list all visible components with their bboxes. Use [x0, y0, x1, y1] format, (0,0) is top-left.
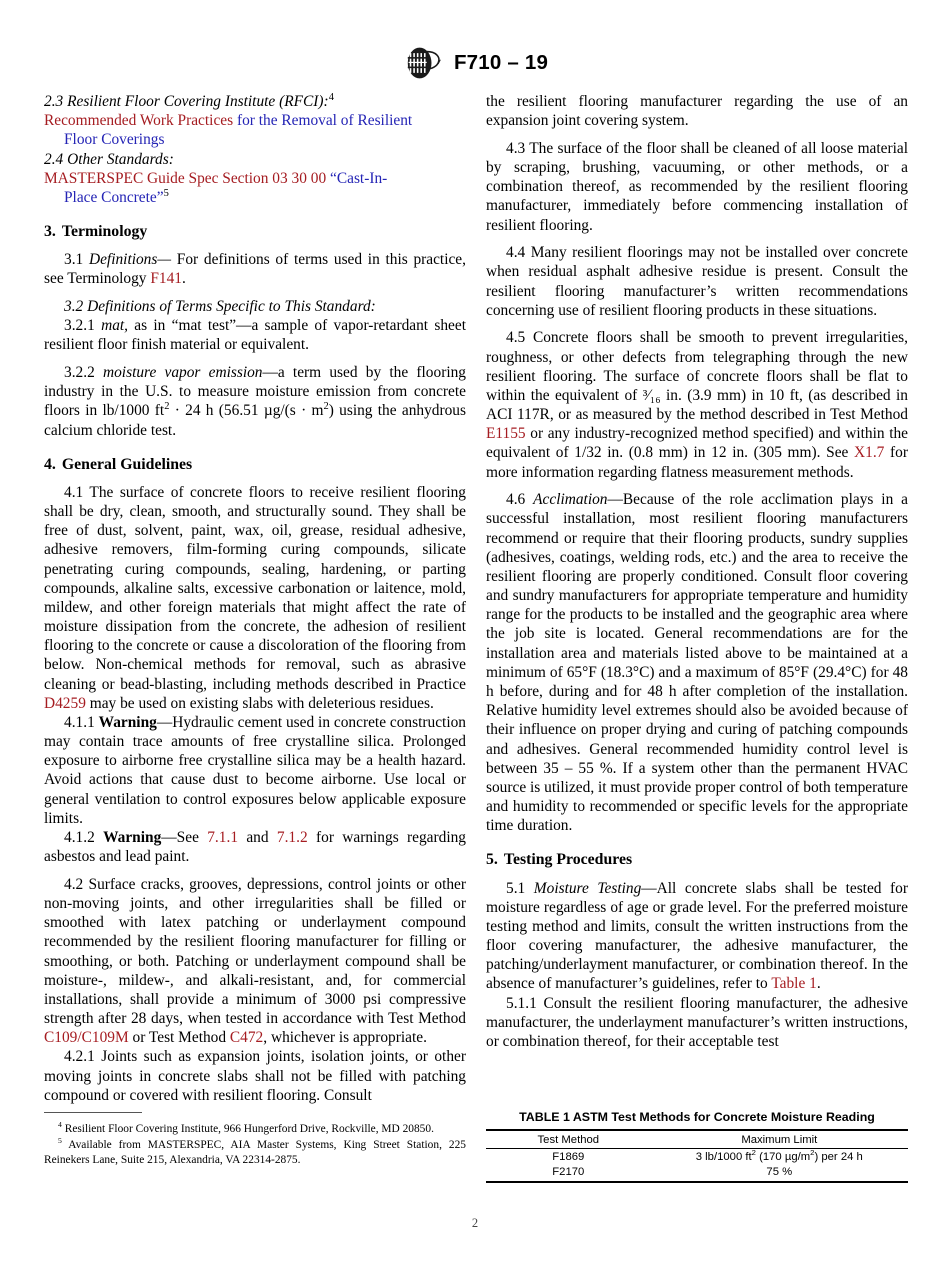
table-cell-method-f1869[interactable]: F1869: [552, 1150, 585, 1163]
section-3-title: Terminology: [61, 223, 148, 241]
link-e1155[interactable]: E1155: [486, 425, 526, 443]
table-row: [486, 1149, 908, 1165]
p-4-2-body-c: , whichever is appropriate.: [263, 1029, 427, 1047]
link-rfci-practices-cont2[interactable]: Floor Coverings: [64, 131, 165, 149]
page-header: [0, 46, 950, 80]
section-heading-5: [486, 850, 908, 870]
ref-2-3-title-line2: [44, 130, 466, 149]
p-3-2-2-body-a: —a term used by the flooring industry in the U.S. to measure moisture emission from concrete floors in lb/1000 ft: [44, 364, 466, 420]
page-title: F710 – 19: [453, 51, 549, 74]
limit-f1869-sup2: 2: [810, 1147, 815, 1157]
limit-f1869-sup1: 2: [751, 1147, 756, 1157]
link-f141[interactable]: F141: [150, 270, 183, 288]
ref-2-3-heading-text: 2.3 Resilient Floor Covering Institute (RFCI):: [44, 93, 329, 110]
limit-f1869-post: ) per 24 h: [814, 1150, 863, 1163]
p-4-1-1-number: 4.1.1: [64, 713, 99, 731]
footnote-4-marker: 4: [58, 1120, 62, 1130]
ref-2-3-title: [44, 111, 466, 130]
p-4-1-body-a: 4.1 The surface of concrete floors to receive resilient flooring shall be dry, clean, smooth, and structurally sound. They shall be free of dust, solvent, paint, wax, oil, grease, residual adhesive, adhesive removers, film-forming curing compounds, silicate penetrating curing compounds, sealing, hardening, or parting compounds, alkaline salts, excessive carbonation or laitence, mold, mildew, and other foreign materials that might affect the rate of moisture dissipation from the concrete, the adhesion of resilient flooring to the concrete or cause a discoloration of the flooring from below. Non-chemical methods for removal, such as abrasive cleaning or bead-blasting, including methods described in Practice: [44, 483, 466, 693]
p-4-1-body-b: may be used on existing slabs with deleterious residues.: [85, 694, 434, 712]
footnotes-block: [44, 1112, 466, 1169]
table-cell-method-f2170[interactable]: F2170: [486, 1164, 651, 1182]
p-4-6-number: 4.6: [506, 491, 534, 509]
left-column: [44, 92, 466, 1105]
paragraph-4-2-1: 4.2.1 Joints such as expansion joints, isolation joints, or other moving joints in concrete slabs shall not be filled with patching compound or covered with resilient flooring. Consult: [44, 1048, 466, 1104]
p-4-1-1-warning-label: Warning: [98, 713, 157, 731]
link-rfci-practices-cont[interactable]: for the Removal of Resilient: [233, 112, 413, 130]
p-5-1-number: 5.1: [506, 879, 534, 897]
link-7-1-1[interactable]: 7.1.1: [207, 828, 239, 846]
footnote-marker-5: 5: [163, 187, 169, 199]
paragraph-4-3: 4.3 The surface of the floor shall be cleaned of all loose material by scraping, brushing, vacuuming, or other methods, or a combination thereof, as recommended by the resilient flooring manufacturer, immediately before commencing installation of resilient flooring.: [486, 139, 908, 234]
p-4-5-body-b: in. (3.9 mm) in 10 ft, (as described in ACI 117R, or as measured by the method described in Test Method: [486, 386, 908, 424]
table-row: [486, 1164, 908, 1182]
p-3-1-body: For definitions of terms used in this practice, see Terminology: [44, 251, 466, 288]
p-4-1-2-warning-label: Warning: [103, 828, 162, 846]
table-cell-limit-f2170: 75 %: [651, 1164, 908, 1182]
section-heading-4: [44, 455, 466, 475]
paragraph-3-2-2: [44, 363, 466, 440]
paragraph-3-2: [44, 297, 466, 316]
p-3-2-1-term: mat,: [101, 317, 129, 335]
p-4-5-body-d: for more information regarding flatness measurement methods.: [486, 444, 908, 481]
link-table-1[interactable]: Table 1: [771, 975, 817, 993]
footnote-4: [44, 1122, 466, 1137]
table-header-maximum-limit: Maximum Limit: [651, 1130, 908, 1149]
table-cell-limit-f1869: [651, 1149, 908, 1165]
section-4-number: 4.: [44, 455, 56, 473]
footnote-4-text: Resilient Floor Covering Institute, 966 Hungerford Drive, Rockville, MD 20850.: [61, 1123, 434, 1135]
link-masterspec[interactable]: MASTERSPEC Guide Spec Section 03 30 00: [44, 169, 331, 187]
paragraph-4-4: 4.4 Many resilient floorings may not be installed over concrete when residual asphalt adhesive residue is present. Consult the resilient flooring manufacturer’s written recommendations concerning use of resilient flooring products in these situations.: [486, 244, 908, 319]
paragraph-5-1: [486, 879, 908, 994]
footnote-5: [44, 1138, 466, 1168]
link-masterspec-cast[interactable]: “Cast-In-: [330, 169, 388, 187]
p-5-1-term: Moisture Testing: [533, 879, 642, 897]
right-column: [486, 92, 908, 1051]
p-3-2-2-body-b: · 24 h (56.51 µg/(s · m: [169, 402, 324, 420]
ref-2-4-title-line2: [44, 188, 466, 207]
table-1-wrapper: [486, 1110, 908, 1183]
footnote-5-marker: 5: [58, 1136, 62, 1146]
paragraph-4-2: [44, 875, 466, 1048]
paragraph-4-1-1: [44, 713, 466, 828]
p-3-2-2-sup-1: 2: [164, 401, 170, 413]
section-3-number: 3.: [44, 223, 56, 241]
paragraph-3-2-1: [44, 316, 466, 354]
p-5-1-body-b: .: [816, 975, 821, 993]
p-3-2-2-term: moisture vapor emission: [103, 364, 263, 382]
paragraph-4-6: [486, 490, 908, 835]
table-1: [486, 1129, 908, 1183]
p-4-1-2-body-a: —See: [161, 828, 208, 846]
paragraph-4-1-2: [44, 828, 466, 866]
section-5-number: 5.: [486, 851, 498, 869]
p-3-2-text: 3.2 Definitions of Terms Specific to This Standard:: [64, 298, 376, 316]
footnote-5-text: Available from MASTERSPEC, AIA Master Systems, King Street Station, 225 Reinekers Lane, Suite 215, Alexandria, VA 22314-2875.: [44, 1139, 466, 1167]
link-masterspec-cast2[interactable]: Place Concrete”: [64, 188, 164, 206]
ref-2-4-heading-text: 2.4 Other Standards:: [44, 150, 174, 168]
p-4-2-body-b: or Test Method: [128, 1029, 230, 1047]
page-number: 2: [471, 1216, 479, 1230]
paragraph-4-1: [44, 483, 466, 713]
p-4-5-body-c: or any industry-recognized method specified) and within the equivalent of 1/32 in. (0.8 mm) in 12 in. (305 mm). See: [486, 425, 908, 462]
p-4-1-2-body-b: and: [238, 828, 277, 846]
ref-2-4-title: [44, 169, 466, 188]
paragraph-5-1-1: 5.1.1 Consult the resilient flooring manufacturer, the adhesive manufacturer, the underlayment manufacturer’s written instructions, or combination thereof, for their acceptable test: [486, 994, 908, 1050]
table-header-row: [486, 1130, 908, 1149]
section-heading-3: [44, 222, 466, 242]
section-5-title: Testing Procedures: [503, 851, 633, 869]
link-c472[interactable]: C472: [229, 1029, 264, 1047]
p-3-1-number: 3.1: [64, 251, 89, 269]
p-4-1-1-body: —Hydraulic cement used in concrete construction may contain trace amounts of free crystalline silica. Prolonged exposure to airborne free crystalline silica may be a health hazard. Avoid actions that cause dust to become airborne. Use local or general ventilation to control exposures below applicable exposure limits.: [44, 713, 466, 827]
ref-2-4-heading: [44, 150, 466, 169]
paragraph-4-5: [486, 328, 908, 481]
table-header-test-method: Test Method: [486, 1130, 651, 1149]
p-4-5-fraction: ³⁄₁₆: [642, 386, 661, 404]
paragraph-4-2-1-continued: the resilient flooring manufacturer regarding the use of an expansion joint covering system.: [486, 93, 908, 130]
p-3-2-2-body-c: ) using the anhydrous calcium chloride test.: [44, 402, 466, 439]
p-4-6-body: —Because of the role acclimation plays in a successful installation, most resilient flooring manufacturers recommend or require that their flooring products, sundry supplies (adhesives, coatings, welding rods, etc.) and the area to receive the resilient flooring are properly conditioned. Consult floor covering and sundry manufacturers for appropriate temperature and humidity range for the products to be installed and the geographic area where the job site is located. General recommendations are for the installation area and materials listed above to be maintained at a minimum of 65°F (18.3°C) and a maximum of 85°F (29.4°C) for 48 h before, during and for 48 h after completion of the installation. Relative humidity level extremes should also be avoided because of their influence on proper drying and curing of patching compounds and adhesives. General recommended humidity control level is between 35 – 55 %. If a system other than the permanent HVAC source is utilized, it must provide proper control of both temperature and humidity to recommended or specific levels for the appropriate time duration.: [486, 491, 908, 835]
limit-f1869-pre: 3 lb/1000 ft: [695, 1150, 752, 1163]
p-4-2-body-a: 4.2 Surface cracks, grooves, depressions, control joints or other non-moving joints, and other irregularities shall be filled or smoothed with latex patching or underlayment compound recommended by the resilient flooring manufacturer for filling or smoothing, or both. Patching or underlayment compound shall be moisture-, mildew-, and alkali-resistant, and, for commercial installations, shall provide a minimum of 3000 psi compressive strength after 28 days, when tested in accordance with Test Method: [44, 875, 466, 1028]
p-5-1-body-a: —All concrete slabs shall be tested for moisture regardless of age or grade level. For the preferred moisture testing method and limits, consult the written instructions from the floor covering manufacturer, the adhesive manufacturer, the patching/underlayment manufacturer, or combination thereof. In the absence of manufacturer’s guidelines, refer to: [486, 879, 908, 993]
link-d4259[interactable]: D4259: [44, 694, 86, 712]
link-c109-c109m[interactable]: C109/C109M: [44, 1029, 129, 1047]
p-3-2-2-number: 3.2.2: [64, 364, 103, 382]
footnote-separator-rule: [44, 1112, 142, 1113]
p-4-6-term: Acclimation: [533, 491, 608, 509]
p-3-2-1-number: 3.2.1: [64, 317, 102, 335]
link-7-1-2[interactable]: 7.1.2: [276, 828, 308, 846]
p-3-2-1-body: as in “mat test”—a sample of vapor-retardant sheet resilient floor finish material or equivalent.: [44, 317, 466, 354]
table-1-caption: TABLE 1 ASTM Test Methods for Concrete Moisture Reading: [519, 1110, 875, 1124]
section-4-title: General Guidelines: [61, 455, 193, 473]
astm-logo-icon: [402, 46, 442, 80]
p-3-2-2-sup-2: 2: [323, 401, 329, 413]
p-4-5-body-a: 4.5 Concrete floors shall be smooth to prevent irregularities, roughness, or other defects from telegraphing through the new resilient flooring. The surface of concrete floors shall be flat to within the equivalent of: [486, 329, 908, 404]
paragraph-3-1: [44, 250, 466, 288]
limit-f1869-mid: (170 µg/m: [755, 1150, 811, 1163]
link-rfci-practices[interactable]: Recommended Work Practices: [44, 112, 234, 130]
link-x1-7[interactable]: X1.7: [854, 444, 885, 462]
p-3-1-body-end: .: [182, 270, 186, 288]
ref-2-3-heading: [44, 92, 466, 111]
p-3-1-term: Definitions—: [88, 251, 172, 269]
footnote-marker-4: 4: [328, 91, 334, 103]
p-4-1-2-number: 4.1.2: [64, 828, 104, 846]
p-4-1-2-body-c: for warnings regarding asbestos and lead paint.: [44, 828, 466, 866]
